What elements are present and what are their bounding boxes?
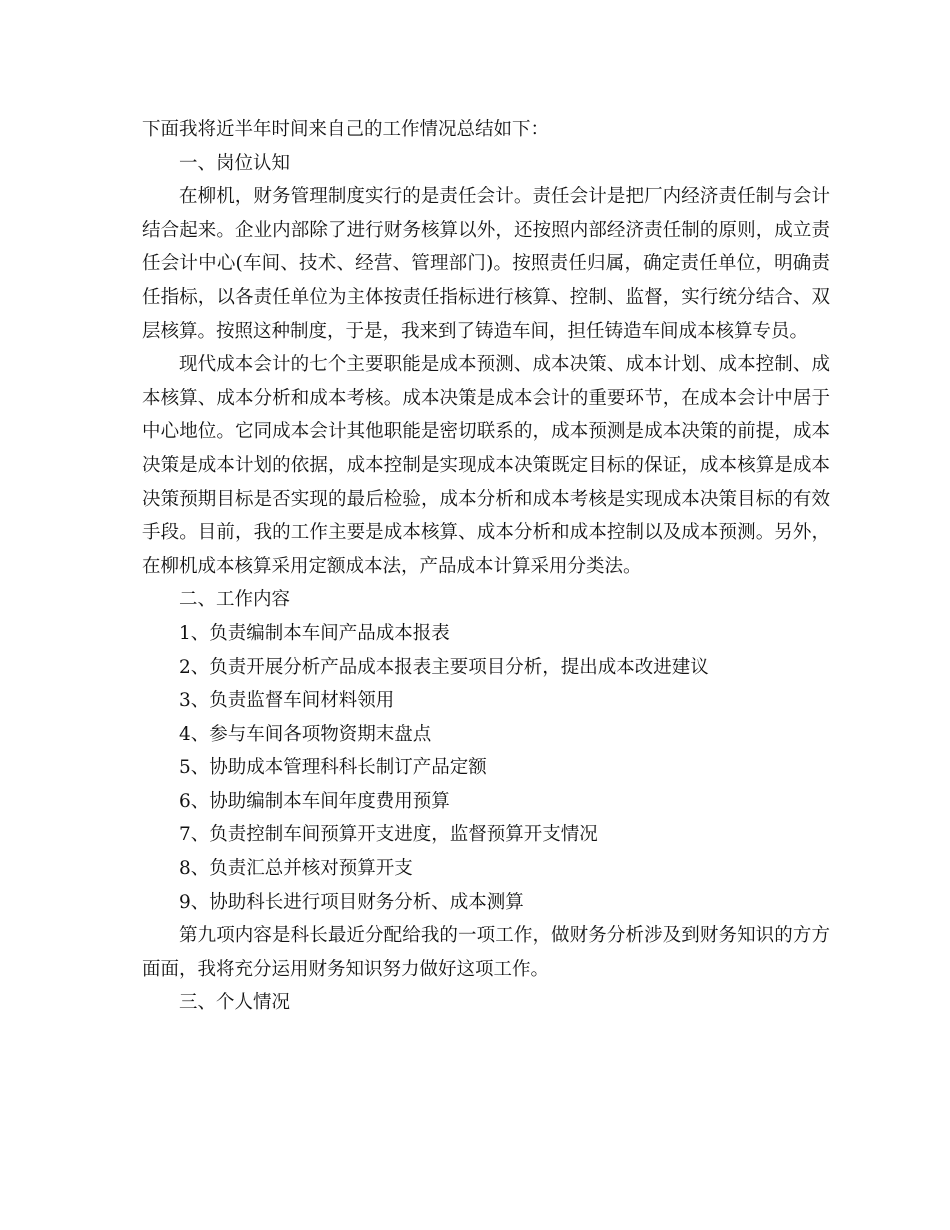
list-item: 8、负责汇总并核对预算开支 xyxy=(179,858,413,880)
document-body xyxy=(142,113,830,1020)
list-item: 5、协助成本管理科科长制订产品定额 xyxy=(179,757,487,779)
paragraph-2: 现代成本会计的七个主要职能是成本预测、成本决策、成本计划、成本控制、成本核算、成本分析和成本考核。成本决策是成本会计的重要环节，在成本会计中居于中心地位。它同成本会计其他职能是密切联系的，成本预测是成本决策的前提，成本决策是成本计划的依据，成本控制是实现成本决策既定目标的保证，成本核算是成本决策预期目标是否实现的最后检验，成本分析和成本考核是实现成本决策目标的有效手段。目前，我的工作主要是成本核算、成本分析和成本控制以及成本预测。另外，在柳机成本核算采用定额成本法，产品成本计算采用分类法。 xyxy=(142,354,830,577)
list-item: 7、负责控制车间预算开支进度，监督预算开支情况 xyxy=(179,824,598,846)
section-heading-1: 一、岗位认知 xyxy=(179,152,291,174)
list-item: 2、负责开展分析产品成本报表主要项目分析，提出成本改进建议 xyxy=(179,656,709,678)
paragraph-1: 在柳机，财务管理制度实行的是责任会计。责任会计是把厂内经济责任制与会计结合起来。企业内部除了进行财务核算以外，还按照内部经济责任制的原则，成立责任会计中心(车间、技术、经营、管理部门)。按照责任归属，确定责任单位，明确责任指标，以各责任单位为主体按责任指标进行核算、控制、监督，实行统分结合、双层核算。按照这种制度，于是，我来到了铸造车间，担任铸造车间成本核算专员。 xyxy=(142,186,830,342)
section-heading-2: 二、工作内容 xyxy=(179,589,291,611)
section-heading-3: 三、个人情况 xyxy=(179,992,291,1014)
list-item: 9、协助科长进行项目财务分析、成本测算 xyxy=(179,891,524,913)
list-item: 4、参与车间各项物资期末盘点 xyxy=(179,723,432,745)
paragraph-3: 第九项内容是科长最近分配给我的一项工作，做财务分析涉及到财务知识的方方面面，我将充分运用财务知识努力做好这项工作。 xyxy=(142,925,830,980)
list-item: 3、负责监督车间材料领用 xyxy=(179,690,395,712)
list-item: 1、负责编制本车间产品成本报表 xyxy=(179,622,450,644)
list-item: 6、协助编制本车间年度费用预算 xyxy=(179,790,450,812)
intro-line: 下面我将近半年时间来自己的工作情况总结如下： xyxy=(142,119,550,140)
